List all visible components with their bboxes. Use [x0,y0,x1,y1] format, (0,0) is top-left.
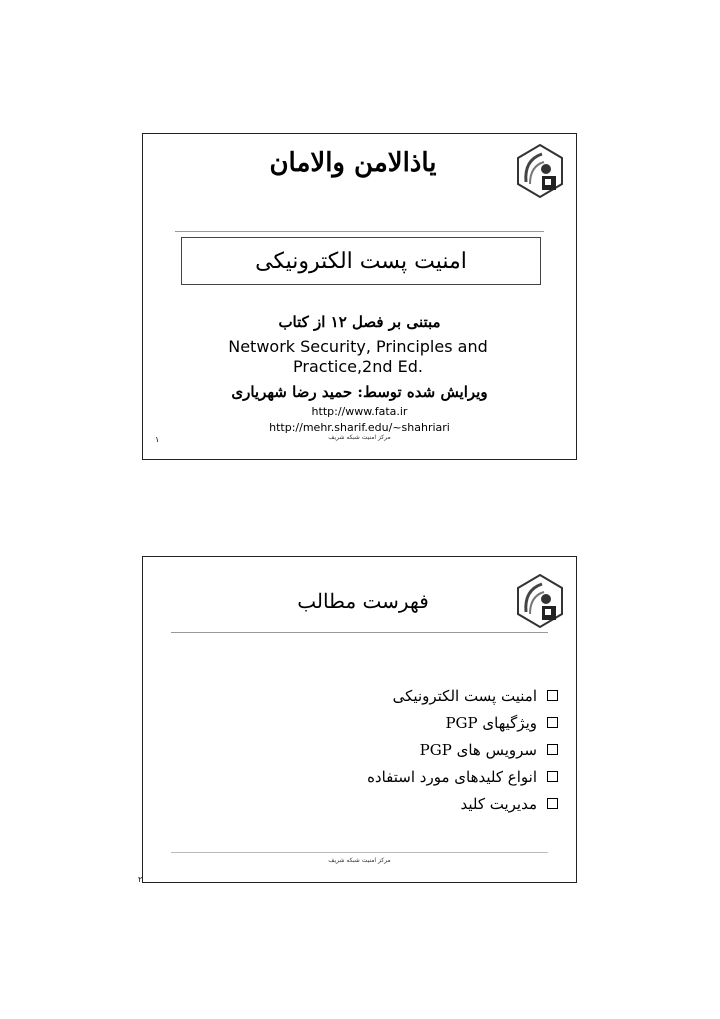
square-bullet-icon [547,771,558,782]
slide-title: فهرست مطالب [297,589,429,613]
square-bullet-icon [547,690,558,701]
list-item: ویژگیهای PGP [228,709,558,736]
list-item: انواع کلیدهای مورد استفاده [228,763,558,790]
book-title: Network Security, Principles and Practice,2nd Ed. [228,337,488,376]
list-item: امنیت پست الکترونیکی [228,682,558,709]
slide-footer: مرکز امنیت شبکه شریف [328,434,391,441]
page-number: ۱ [155,435,160,444]
calligraphy-header: یاذالامن والامان [269,148,437,178]
based-on-text: مبتنی بر فصل ۱۲ از کتاب [278,313,441,331]
divider [175,231,544,232]
slide-1 [142,133,577,460]
slide-2 [142,556,577,883]
institute-logo-icon [514,142,566,200]
url-fata[interactable]: http://www.fata.ir [311,405,408,418]
divider [171,632,548,633]
slide-title: امنیت پست الکترونیکی [181,237,541,285]
edited-by-text: ویرایش شده توسط: حمید رضا شهریاری [231,383,488,401]
url-sharif[interactable]: http://mehr.sharif.edu/~shahriari [269,421,450,434]
square-bullet-icon [547,744,558,755]
list-item: سرویس های PGP [228,736,558,763]
institute-logo-icon [514,572,566,630]
list-item: مدیریت کلید [228,790,558,817]
footer-divider [171,852,548,853]
square-bullet-icon [547,798,558,809]
page-number: ۲ [138,875,143,884]
square-bullet-icon [547,717,558,728]
toc-list [228,682,558,817]
slide-footer: مرکز امنیت شبکه شریف [328,857,391,864]
